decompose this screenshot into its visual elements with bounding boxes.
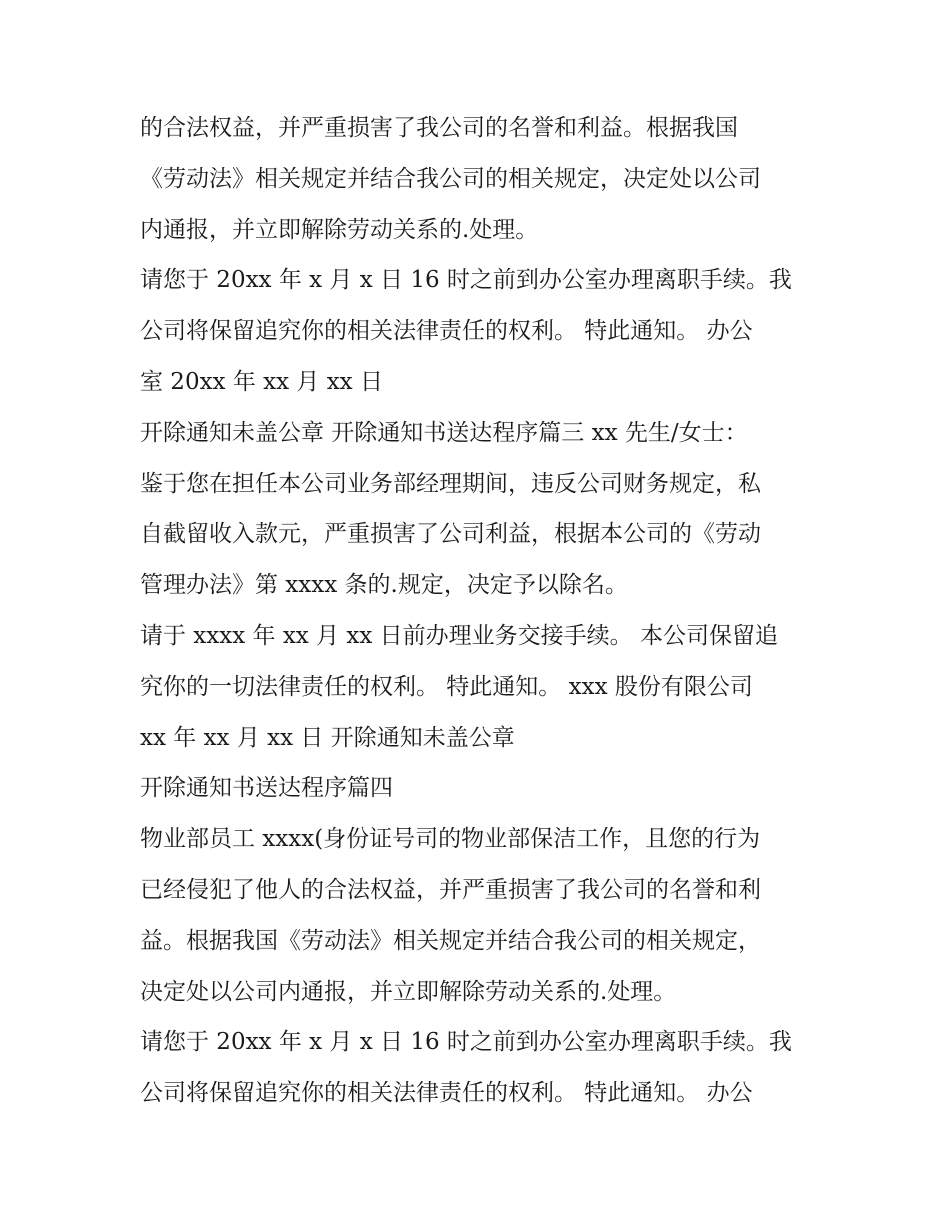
text-line: 管理办法》第 xxxx 条的.规定，决定予以除名。 [140, 572, 628, 599]
text-line: 请于 xxxx 年 xx 月 xx 日前办理业务交接手续。 本公司保留追 [140, 622, 778, 649]
text-line: 鉴于您在担任本公司业务部经理期间，违反公司财务规定，私 [140, 470, 761, 497]
text-line: 的合法权益，并严重损害了我公司的名誉和利益。根据我国 [140, 115, 738, 141]
text-line: 公司将保留追究你的相关法律责任的权利。 特此通知。 办公 [140, 1080, 753, 1107]
text-line: 公司将保留追究你的相关法律责任的权利。 特此通知。 办公 [140, 318, 753, 345]
section-heading-line: 开除通知未盖公章 开除通知书送达程序篇三 xx 先生/女士： [140, 419, 748, 446]
text-line: 自截留收入款元，严重损害了公司利益，根据本公司的《劳动 [140, 521, 761, 548]
text-line: 《劳动法》相关规定并结合我公司的相关规定，决定处以公司 [140, 165, 761, 192]
text-line: xx 年 xx 月 xx 日 开除通知未盖公章 [140, 724, 515, 751]
text-line: 室 20xx 年 xx 月 xx 日 [140, 368, 383, 395]
text-line: 究你的一切法律责任的权利。 特此通知。 xxx 股份有限公司 [140, 673, 753, 700]
text-line: 决定处以公司内通报，并立即解除劳动关系的.处理。 [140, 978, 677, 1005]
section-heading-line: 开除通知书送达程序篇四 [140, 775, 393, 802]
text-line: 已经侵犯了他人的合法权益，并严重损害了我公司的名誉和利 [140, 876, 761, 903]
text-line: 请您于 20xx 年 x 月 x 日 16 时之前到办公室办理离职手续。我 [140, 1029, 792, 1056]
document-body [140, 103, 830, 1119]
text-line: 益。根据我国《劳动法》相关规定并结合我公司的相关规定， [140, 927, 761, 954]
text-line: 物业部员工 xxxx(身份证号司的物业部保洁工作，且您的行为 [140, 826, 761, 853]
text-line: 内通报，并立即解除劳动关系的.处理。 [140, 216, 539, 243]
text-line: 请您于 20xx 年 x 月 x 日 16 时之前到办公室办理离职手续。我 [140, 267, 792, 294]
